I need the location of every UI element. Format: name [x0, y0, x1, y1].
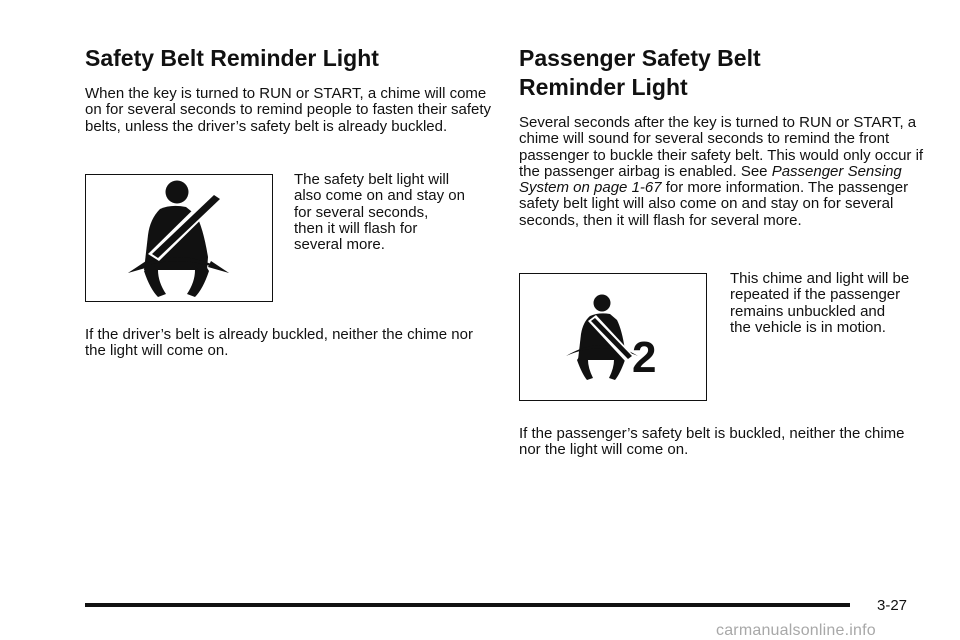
right-caption-line: repeated if the passenger — [730, 286, 901, 304]
left-intro-paragraph: When the key is turned to RUN or START, a chime will come on for several seconds to remind people to fasten their safety belts, unless the driver’s safety belt is already buckled. — [85, 85, 492, 135]
right-heading-line2: Reminder Light — [519, 74, 688, 100]
driver-belt-icon-box — [85, 174, 273, 302]
right-intro-text-continued: for more information. The passenger safety belt light will also come on and stay on for several seconds, then it will flash for several more. — [519, 179, 909, 229]
right-caption-line: remains unbuckled and — [730, 302, 886, 320]
left-caption-line: then it will flash for — [294, 219, 418, 237]
left-caption-line: The safety belt light will — [294, 171, 450, 188]
right-intro-paragraph — [519, 115, 929, 229]
footer-rule — [85, 603, 850, 607]
left-outro-paragraph: If the driver’s belt is already buckled, neither the chime nor the light will come on. — [85, 326, 473, 360]
page-number: 3-27 — [877, 597, 908, 614]
left-caption — [294, 172, 494, 253]
watermark-text: carmanualsonline.info — [716, 622, 876, 639]
left-caption-line: for several seconds, — [294, 203, 429, 221]
passenger-seatbelt-icon — [520, 274, 705, 399]
right-caption-line: the vehicle is in motion. — [730, 318, 886, 336]
seatbelt-icon — [86, 175, 271, 300]
right-caption-line: This chime and light will be — [730, 270, 910, 287]
passenger-belt-icon-box — [519, 273, 707, 401]
left-caption-line: also come on and stay on — [294, 187, 465, 205]
right-outro-paragraph: If the passenger’s safety belt is buckled, neither the chime nor the light will come on. — [519, 425, 905, 459]
right-caption — [730, 271, 940, 336]
passenger-seat-number: 2 — [632, 333, 657, 382]
left-caption-line: several more. — [294, 236, 385, 254]
right-intro-text: Several seconds after the key is turned to RUN or START, a chime will sound for several seconds to remind the front passenger to buckle their safety belt. This would only occur if the passenger airbag is enabled. See — [519, 114, 924, 180]
left-heading: Safety Belt Reminder Light — [85, 45, 379, 71]
right-heading — [519, 44, 761, 102]
cross-reference-link[interactable]: Passenger Sensing System on page 1-67 — [519, 162, 902, 197]
right-heading-line1: Passenger Safety Belt — [519, 45, 761, 71]
